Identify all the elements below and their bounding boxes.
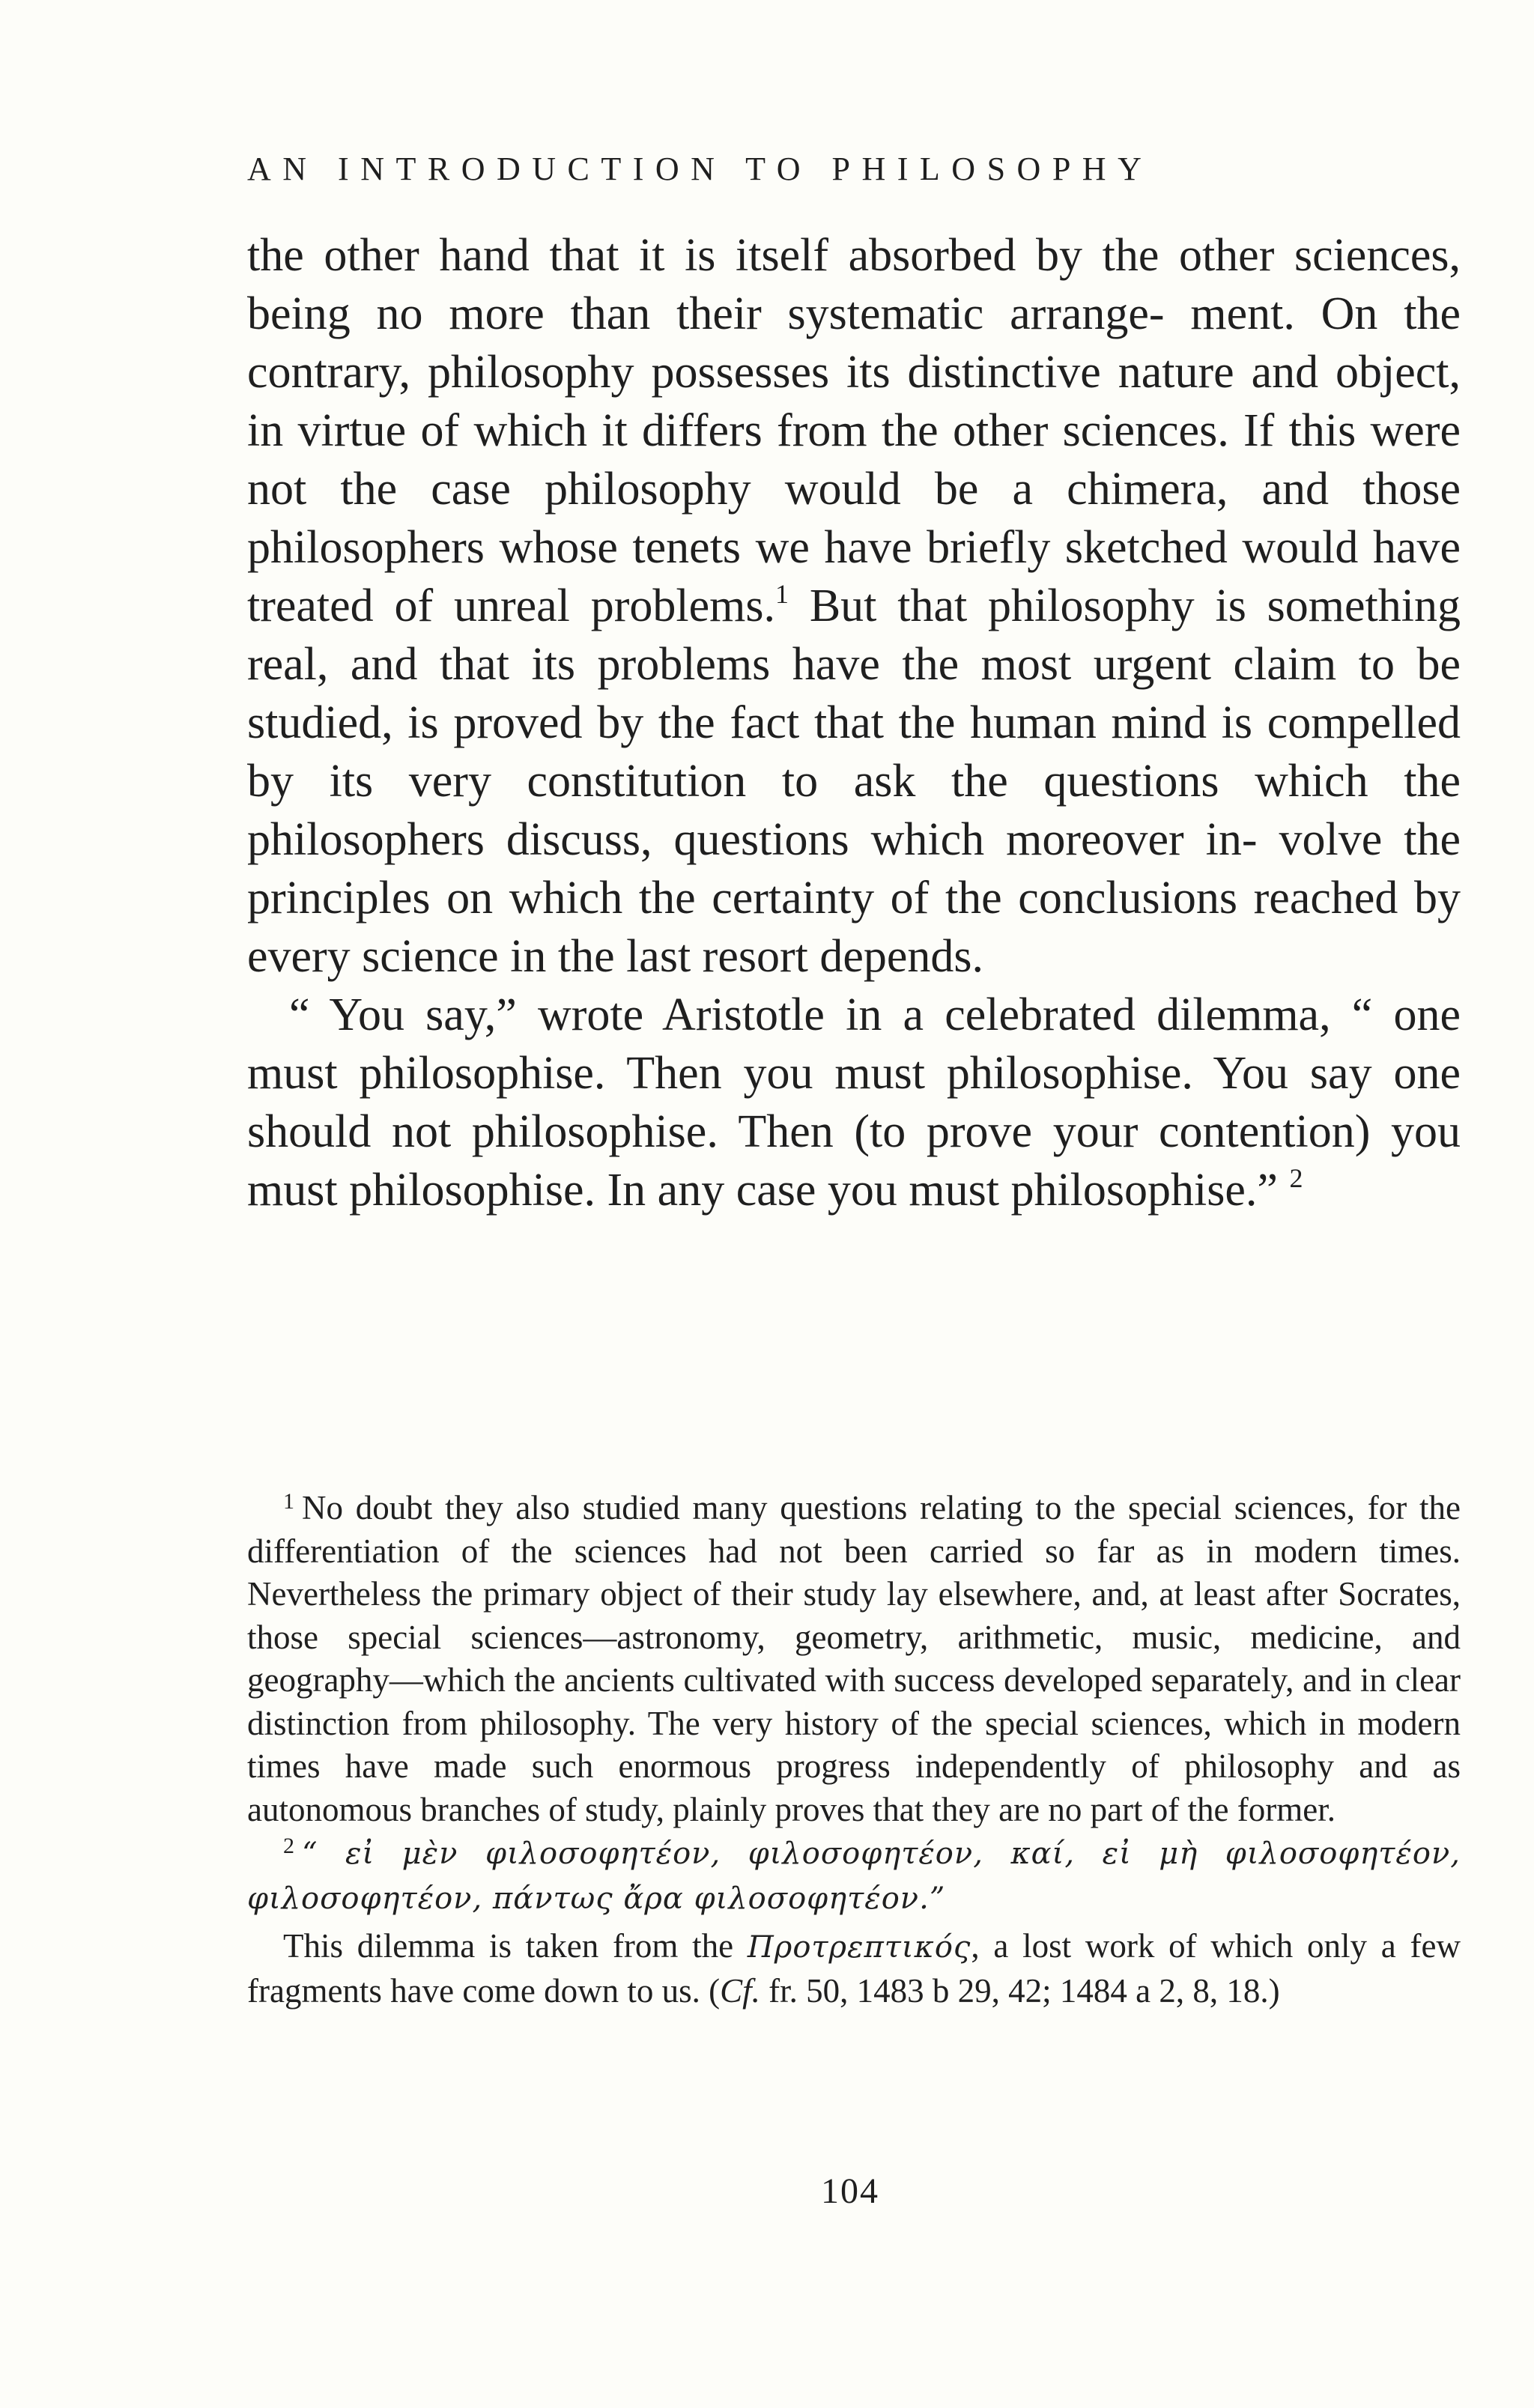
footnote-reference-1: 1 [774,579,789,609]
footnote-1 [247,1487,1461,1831]
paragraph-1 [247,226,1461,986]
paragraph-2 [247,986,1461,1219]
footnote-2-quote [247,1831,1461,1920]
cf-abbreviation: Cf. [720,1971,760,2010]
footnote-2-text [247,1925,1461,2013]
footnote-2-marker: 2 [283,1834,294,1858]
paragraph-1-continuation: But that philosophy is something real, and that its problems have the most urgent claim to be studied, is proved by the fact that the human mind is compelled by its very constitution to ask the questions which the philosophers discuss, questions which moreover in- volve the principles on which the certainty of the conclusions reached by every science in the last resort depends. [247,580,1461,982]
main-text [247,226,1461,1219]
footnote-reference-2: 2 [1289,1163,1303,1193]
footnotes [247,1487,1461,2013]
paragraph-1-text: the other hand that it is itself absorbed by the other sciences, being no more than their systematic arrange- ment. On the contrary, philosophy possesses its distinctive nature and object, in virtue of which it differs from the other sciences. If this were not the case philosophy would be a chimera, and those philosophers whose tenets we have briefly sketched would have treated of unreal problems. [247,230,1461,631]
greek-quotation: “ εἰ μὲν φιλοσοφητέον, φιλοσοφητέον, καί, εἰ μὴ φιλοσοφητέον, φιλοσοφητέον, πάντως ἄρα φιλοσοφητέον.” [247,1837,1461,1916]
footnote-2-text-start: This dilemma is taken from the [283,1927,748,1965]
greek-title: Προτρεπτικός [747,1930,971,1965]
page-number: 104 [821,2171,879,2211]
footnote-2-text-mid: , a lost work of which only a few fragments have come down to us. ( [247,1927,1461,2010]
running-head: AN INTRODUCTION TO PHILOSOPHY [247,151,1153,187]
footnote-1-marker: 1 [283,1489,294,1514]
footnote-1-text: No doubt they also studied many questions relating to the special sciences, for the differentiation of the sciences had not been carried so far as in modern times. Nevertheless the primary object of their study lay elsewhere, and, at least after Socrates, those special sciences—astronomy, geometry, arithmetic, music, medicine, and geography—which the ancients cultivated with success developed separately, and in clear distinction from philosophy. The very history of the special sciences, which in modern times have made such enormous progress independently of philosophy and as autonomous branches of study, plainly proves that they are no part of the former. [247,1489,1461,1828]
footnote-2-text-end: fr. 50, 1483 b 29, 42; 1484 a 2, 8, 18.) [760,1971,1280,2010]
paragraph-2-text: “ You say,” wrote Aristotle in a celebrated dilemma, “ one must philosophise. Then you must philosophise. You say one should not philosophise. Then (to prove your contention) you must philosophise. In any case you must philosophise.” [247,989,1461,1216]
